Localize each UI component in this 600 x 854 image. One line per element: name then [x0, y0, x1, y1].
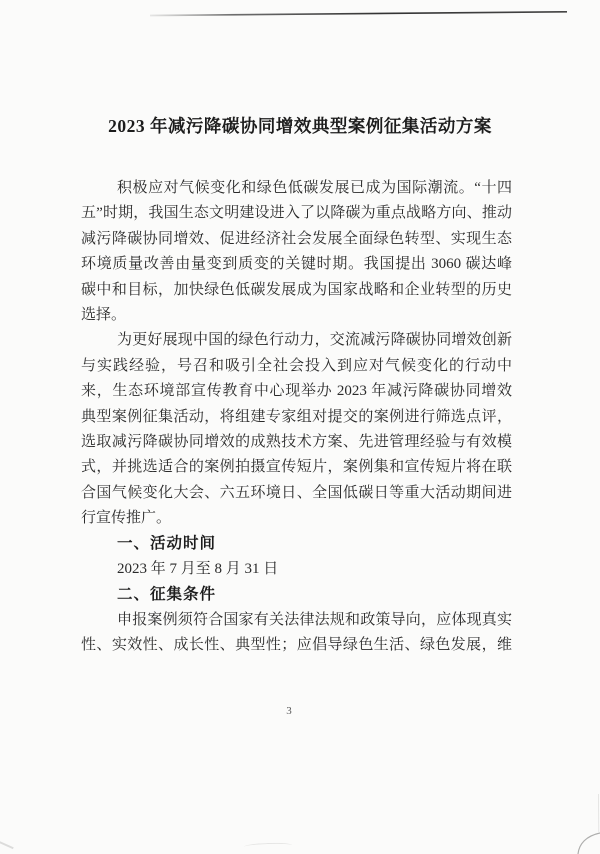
body-line: 与实践经验，号召和吸引全社会投入到应对气候变化的行动中	[81, 357, 512, 374]
body-line: 减污降碳协同增效、促进经济社会发展全面绿色转型、实现生态	[81, 230, 512, 247]
body-line: 来，生态环境部宣传教育中心现举办 2023 年减污降碳协同增效	[81, 383, 512, 400]
section-heading-activity-time: 一、活动时间	[117, 535, 217, 553]
document-body	[81, 176, 512, 658]
body-line: 行宣传推广。	[81, 510, 172, 527]
body-line: 五”时期，我国生态文明建设进入了以降碳为重点战略方向、推动	[81, 205, 512, 222]
document-title: 2023 年减污降碳协同增效典型案例征集活动方案	[108, 116, 492, 136]
body-line: 为更好展现中国的绿色行动力，交流减污降碳协同增效创新	[117, 332, 512, 349]
body-line: 申报案例须符合国家有关法律法规和政策导向，应体现真实	[117, 611, 512, 628]
body-line: 积极应对气候变化和绿色低碳发展已成为国际潮流。“十四	[117, 180, 512, 196]
section-heading-collection-conditions: 二、征集条件	[117, 586, 217, 604]
page-number: 3	[286, 705, 292, 717]
body-line: 合国气候变化大会、六五环境日、全国低碳日等重大活动期间进	[81, 484, 512, 501]
scan-artifact-corner-curve	[550, 794, 600, 854]
scan-artifact-bottom-left	[0, 841, 14, 849]
body-line: 性、实效性、成长性、典型性；应倡导绿色生活、绿色发展，维	[81, 637, 512, 654]
body-line: 典型案例征集活动，将组建专家组对提交的案例进行筛选点评，	[81, 408, 512, 425]
body-line: 碳中和目标，加快绿色低碳发展成为国家战略和企业转型的历史	[81, 281, 512, 298]
body-line: 选择。	[81, 306, 127, 323]
scan-artifact-top-line	[150, 11, 567, 31]
body-line: 选取减污降碳协同增效的成熟技术方案、先进管理经验与有效模	[81, 433, 512, 450]
activity-date-line: 2023 年 7 月至 8 月 31 日	[117, 560, 279, 577]
body-line: 式，并挑选适合的案例拍摄宣传短片，案例集和宣传短片将在联	[81, 459, 512, 476]
body-line: 环境质量改善由量变到质变的关键时期。我国提出 3060 碳达峰	[81, 256, 512, 273]
scan-artifact-smudge	[244, 842, 292, 850]
